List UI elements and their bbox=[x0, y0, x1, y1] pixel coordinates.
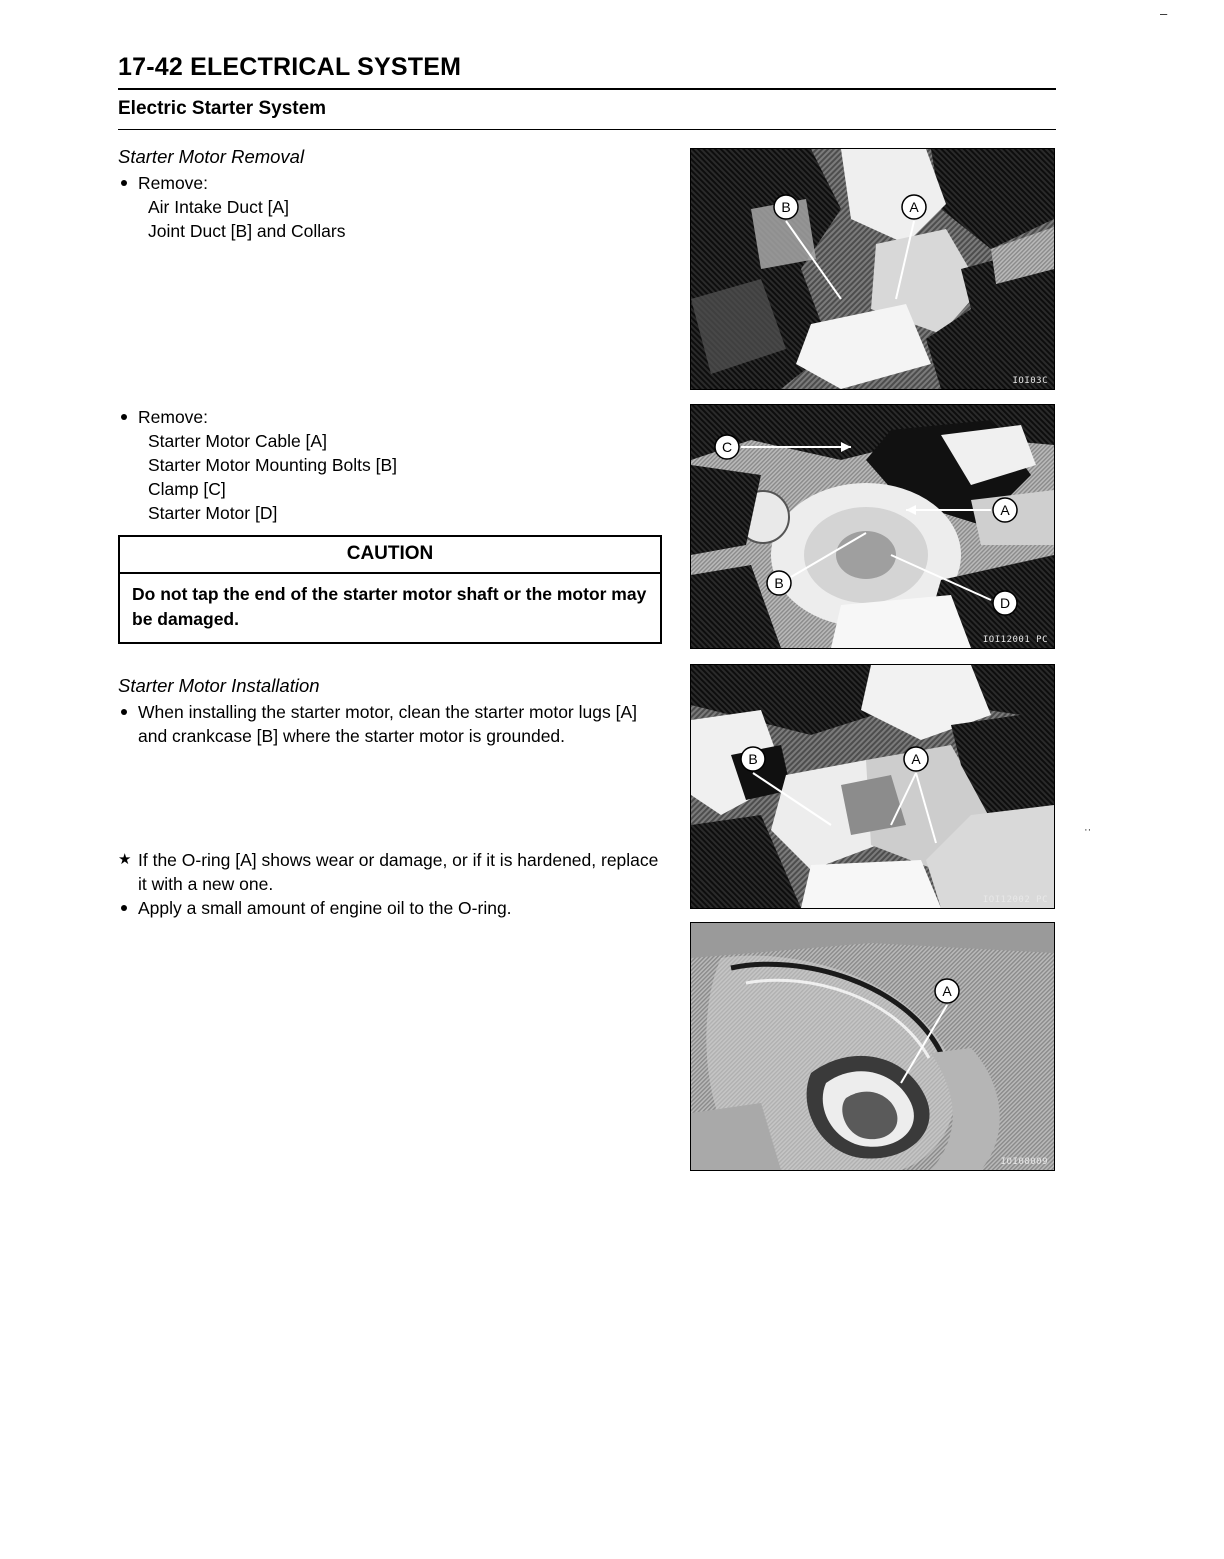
removal-block-2 bbox=[118, 405, 670, 525]
oring-block bbox=[118, 848, 670, 920]
page-title: 17-42 ELECTRICAL SYSTEM bbox=[118, 53, 462, 81]
figure-3-image bbox=[691, 665, 1054, 908]
removal-bullet-2-text: Remove: bbox=[138, 407, 209, 427]
caution-label: CAUTION bbox=[120, 537, 660, 574]
spacer-1 bbox=[118, 243, 670, 405]
removal-block bbox=[118, 145, 670, 243]
figure-starter-motor-cable bbox=[690, 404, 1055, 649]
svg-text:B: B bbox=[774, 575, 784, 591]
page-header bbox=[118, 54, 1058, 82]
svg-text:A: A bbox=[942, 983, 952, 999]
caution-box bbox=[118, 535, 662, 644]
figure-1-code: IOI03C bbox=[1012, 376, 1048, 386]
installation-heading: Starter Motor Installation bbox=[118, 675, 320, 696]
page-edge-mark-top: – bbox=[1160, 6, 1168, 21]
spacer-2 bbox=[118, 644, 670, 674]
figure-o-ring bbox=[690, 922, 1055, 1171]
removal-item-1a: Air Intake Duct [A] bbox=[148, 197, 290, 217]
removal-item-2d: Starter Motor [D] bbox=[148, 503, 278, 523]
section-divider bbox=[118, 129, 1056, 130]
removal-item-2c: Clamp [C] bbox=[148, 479, 226, 499]
bullet-dot-icon bbox=[121, 180, 127, 186]
svg-text:A: A bbox=[1000, 502, 1010, 518]
svg-text:A: A bbox=[909, 199, 919, 215]
svg-text:B: B bbox=[748, 751, 758, 767]
svg-text:C: C bbox=[721, 439, 733, 455]
removal-item-2b: Starter Motor Mounting Bolts [B] bbox=[148, 455, 397, 475]
oring-bullet-text: Apply a small amount of engine oil to the O-ring. bbox=[138, 898, 512, 918]
installation-block bbox=[118, 674, 670, 748]
body-text-column bbox=[118, 145, 670, 920]
installation-bullet-1-text: When installing the starter motor, clean the starter motor lugs [A] and crankcase [B] where the starter motor is grounded. bbox=[138, 702, 637, 746]
figure-1-image bbox=[691, 149, 1054, 389]
svg-text:B: B bbox=[781, 199, 791, 215]
bullet-dot-icon bbox=[121, 414, 127, 420]
removal-bullet-1 bbox=[118, 171, 670, 195]
bullet-dot-icon bbox=[121, 709, 127, 715]
figure-starter-motor-lugs bbox=[690, 664, 1055, 909]
figure-4-image bbox=[691, 923, 1054, 1170]
figure-air-intake-duct bbox=[690, 148, 1055, 390]
installation-bullet-1 bbox=[118, 700, 670, 748]
removal-bullet-1-text: Remove: bbox=[138, 173, 209, 193]
bullet-dot-icon bbox=[121, 905, 127, 911]
removal-heading: Starter Motor Removal bbox=[118, 146, 305, 167]
svg-text:A: A bbox=[911, 751, 921, 767]
header-divider bbox=[118, 88, 1056, 90]
figure-3-code: IOI12002 PC bbox=[982, 895, 1048, 905]
caution-text: Do not tap the end of the starter motor shaft or the motor may be damaged. bbox=[132, 584, 647, 629]
oring-star-text: If the O-ring [A] shows wear or damage, or if it is hardened, replace it with a new one. bbox=[138, 850, 659, 894]
figure-2-code: IOI12001 PC bbox=[982, 635, 1048, 645]
figure-2-image bbox=[691, 405, 1054, 648]
removal-bullet-2 bbox=[118, 405, 670, 429]
star-bullet-icon: ★ bbox=[118, 851, 132, 868]
oring-star-line bbox=[118, 848, 670, 896]
removal-item-2a: Starter Motor Cable [A] bbox=[148, 431, 327, 451]
section-title: Electric Starter System bbox=[118, 98, 327, 119]
spacer-3 bbox=[118, 748, 670, 848]
removal-item-1b: Joint Duct [B] and Collars bbox=[148, 221, 346, 241]
oring-bullet-line bbox=[118, 896, 670, 920]
figure-4-code: IOI08009 bbox=[1000, 1157, 1048, 1167]
page-edge-mark-right: ·· bbox=[1084, 824, 1092, 836]
svg-text:D: D bbox=[999, 595, 1011, 611]
